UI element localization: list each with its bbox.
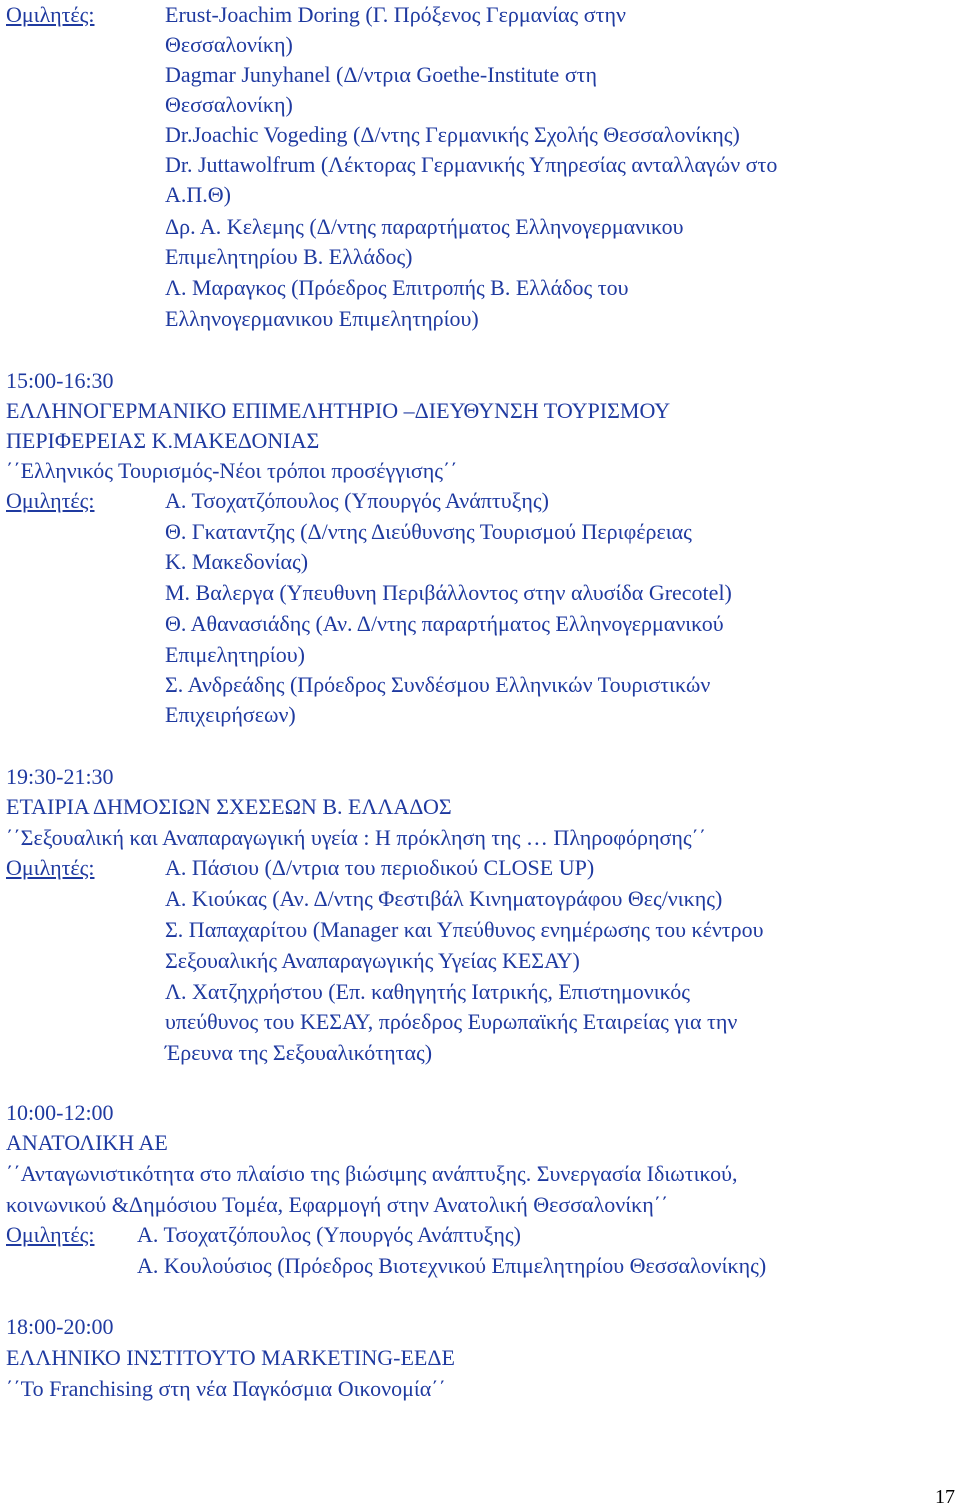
speaker-line: Α. Κουλούσιος (Πρόεδρος Βιοτεχνικού Επιμελητηρίου Θεσσαλονίκης) — [137, 1253, 767, 1278]
speaker-line: Κ. Μακεδονίας) — [165, 549, 309, 574]
speaker-line: Μ. Βαλεργα (Υπευθυνη Περιβάλλοντος στην αλυσίδα Grecotel) — [165, 580, 732, 605]
speaker-line: Θεσσαλονίκη) — [165, 92, 293, 117]
session-time: 18:00-20:00 — [6, 1314, 114, 1339]
speaker-line: Ελληνογερμανικου Επιμελητηρίου) — [165, 306, 479, 331]
speaker-line: Α.Π.Θ) — [165, 182, 231, 207]
speaker-line: Επιχειρήσεων) — [165, 702, 296, 727]
speaker-line: Α. Κιούκας (Αν. Δ/ντης Φεστιβάλ Κινηματογράφου Θες/νικης) — [165, 886, 723, 911]
speaker-line: Dagmar Junyhanel (Δ/ντρια Goethe-Institute στη — [165, 62, 598, 87]
session-time: 15:00-16:30 — [6, 368, 114, 393]
session-time: 19:30-21:30 — [6, 764, 114, 789]
session-topic: ΄΄Ελληνικός Τουρισμός-Νέοι τρόποι προσέγγισης΄΄ — [6, 458, 458, 483]
session-organizer: ΑΝΑΤΟΛΙΚΗ ΑΕ — [6, 1130, 168, 1155]
session-topic: ΄΄Σεξουαλική και Αναπαραγωγική υγεία : Η πρόκληση της … Πληροφόρησης΄΄ — [6, 825, 707, 850]
speaker-line: Α. Τσοχατζόπουλος (Υπουργός Ανάπτυξης) — [137, 1222, 521, 1247]
session-topic: κοινωνικού &Δημόσιου Τομέα, Εφαρμογή στην Ανατολική Θεσσαλονίκη΄΄ — [6, 1192, 669, 1217]
speaker-line: Σ. Ανδρεάδης (Πρόεδρος Συνδέσμου Ελληνικών Τουριστικών — [165, 672, 711, 697]
speaker-line: Επιμελητηρίου Β. Ελλάδος) — [165, 244, 413, 269]
session-topic: ΄΄Το Franchising στη νέα Παγκόσμια Οικονομία΄΄ — [6, 1376, 446, 1401]
speaker-line: Erust-Joachim Doring (Γ. Πρόξενος Γερμανίας στην — [165, 2, 626, 27]
speakers-label: Ομιλητές: — [6, 2, 95, 27]
session-organizer: ΕΛΛΗΝΟΓΕΡΜΑΝΙΚΟ ΕΠΙΜΕΛΗΤΗΡΙΟ –ΔΙΕΥΘΥΝΣΗ ΤΟΥΡΙΣΜΟΥ — [6, 398, 671, 423]
speakers-label: Ομιλητές: — [6, 855, 95, 880]
speaker-line: Επιμελητηρίου) — [165, 642, 305, 667]
speaker-line: Α. Τσοχατζόπουλος (Υπουργός Ανάπτυξης) — [165, 488, 549, 513]
speaker-line: υπεύθυνος του ΚΕΣΑΥ, πρόεδρος Ευρωπαϊκής Εταιρείας για την — [165, 1009, 738, 1034]
session-organizer: ΕΤΑΙΡΙΑ ΔΗΜΟΣΙΩΝ ΣΧΕΣΕΩΝ Β. ΕΛΛΑΔΟΣ — [6, 794, 452, 819]
speaker-line: Έρευνα της Σεξουαλικότητας) — [165, 1040, 433, 1065]
speaker-line: Dr.Joachic Vogeding (Δ/ντης Γερμανικής Σχολής Θεσσαλονίκης) — [165, 122, 740, 147]
speaker-line: Λ. Μαραγκος (Πρόεδρος Επιτροπής Β. Ελλάδος του — [165, 275, 629, 300]
speaker-line: Θ. Αθανασιάδης (Αν. Δ/ντης παραρτήματος Ελληνογερμανικού — [165, 611, 724, 636]
session-organizer: ΕΛΛΗΝΙΚΟ ΙΝΣΤΙΤΟΥΤΟ MARKETING-ΕΕΔΕ — [6, 1345, 455, 1370]
speaker-line: Σεξουαλικής Αναπαραγωγικής Υγείας ΚΕΣΑΥ) — [165, 948, 580, 973]
speaker-line: Θ. Γκαταντζης (Δ/ντης Διεύθυνσης Τουρισμού Περιφέρειας — [165, 519, 692, 544]
session-topic: ΄΄Ανταγωνιστικότητα στο πλαίσιο της βιώσιμης ανάπτυξης. Συνεργασία Ιδιωτικού, — [6, 1161, 738, 1186]
speaker-line: Dr. Juttawolfrum (Λέκτορας Γερμανικής Υπηρεσίας ανταλλαγών στο — [165, 152, 778, 177]
session-organizer: ΠΕΡΙΦΕΡΕΙΑΣ Κ.ΜΑΚΕΔΟΝΙΑΣ — [6, 428, 320, 453]
speaker-line: Δρ. Α. Κελεμης (Δ/ντης παραρτήματος Ελληνογερμανικου — [165, 214, 684, 239]
session-time: 10:00-12:00 — [6, 1100, 114, 1125]
speaker-line: Α. Πάσιου (Δ/ντρια του περιοδικού CLOSE UP) — [165, 855, 595, 880]
speakers-label: Ομιλητές: — [6, 488, 95, 513]
speaker-line: Λ. Χατζηχρήστου (Επ. καθηγητής Ιατρικής, Επιστημονικός — [165, 979, 690, 1004]
speaker-line: Θεσσαλονίκη) — [165, 32, 293, 57]
speaker-line: Σ. Παπαχαρίτου (Manager και Υπεύθυνος ενημέρωσης του κέντρου — [165, 917, 764, 942]
speakers-label: Ομιλητές: — [6, 1222, 95, 1247]
page-number: 17 — [935, 1486, 955, 1508]
